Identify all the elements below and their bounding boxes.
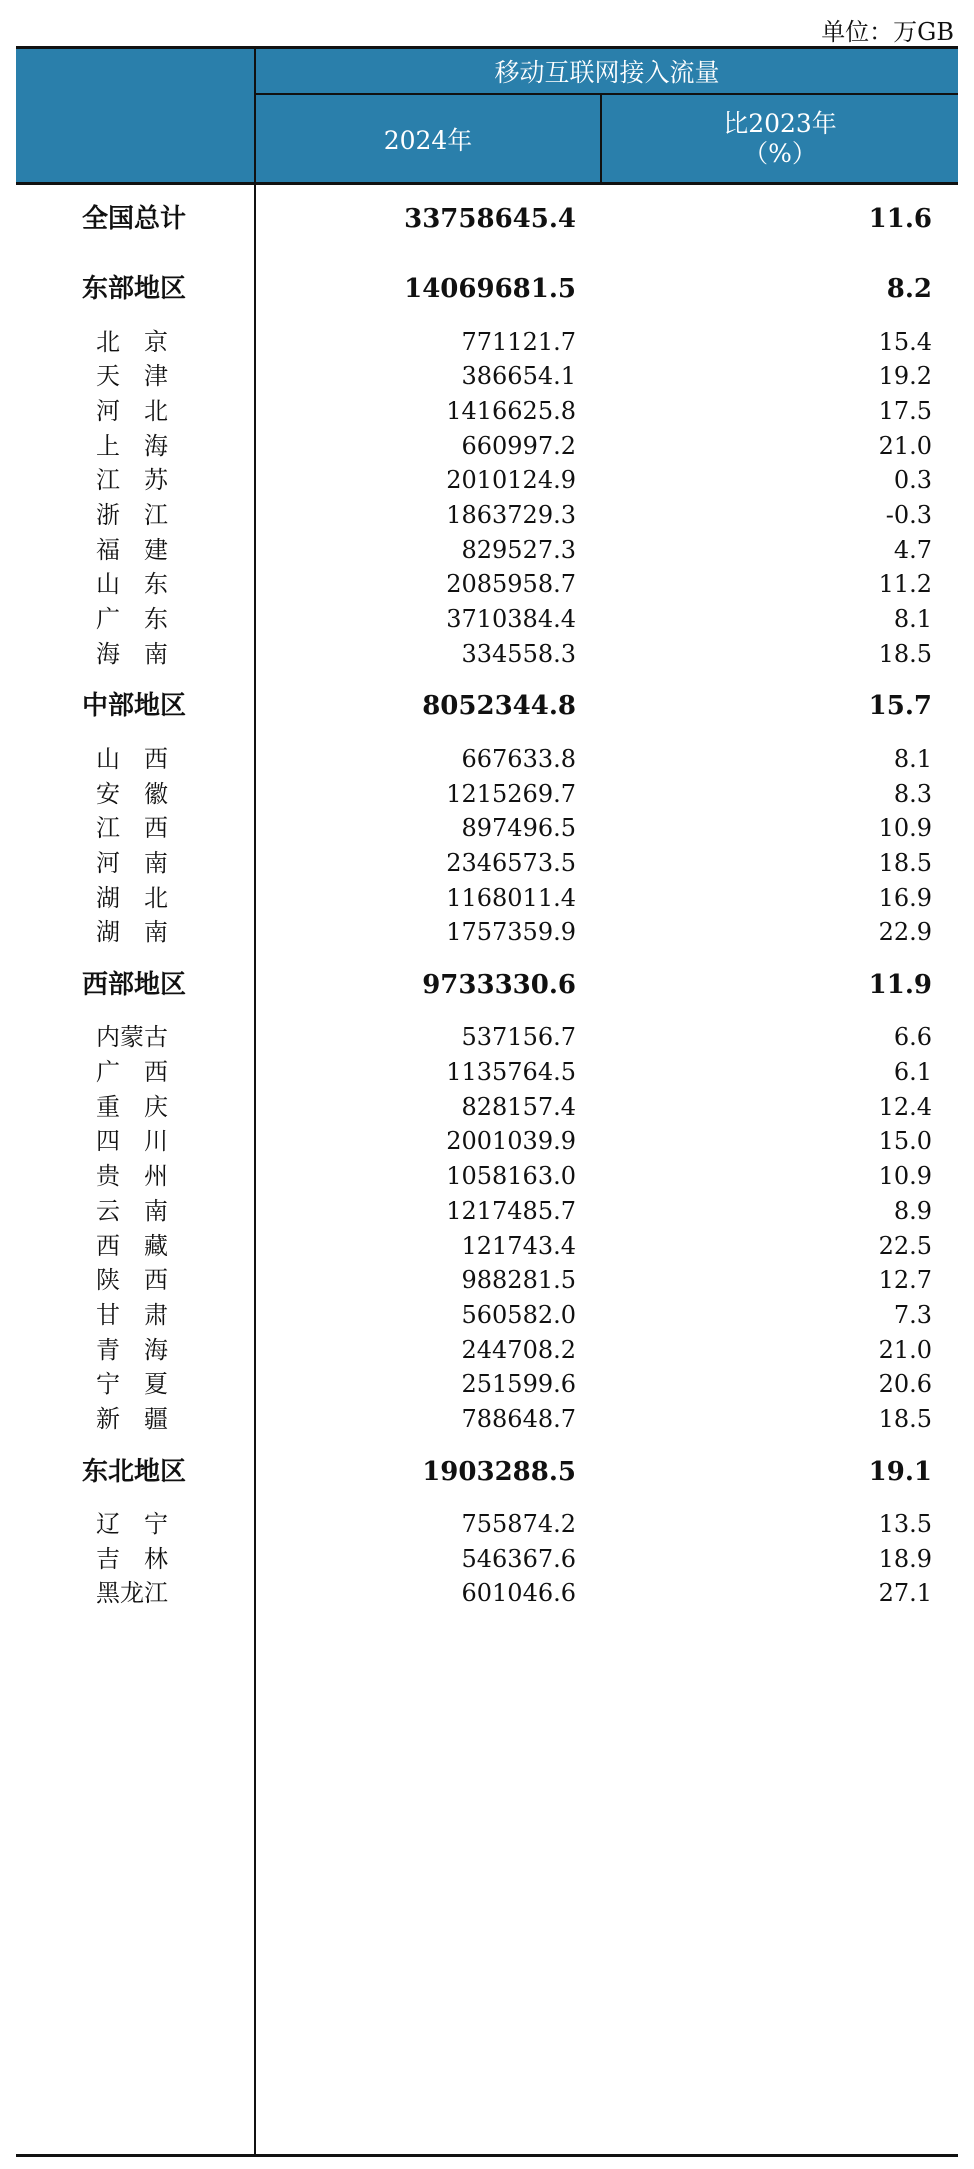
row-value-2024: 988281.5 <box>461 1266 576 1295</box>
row-change-pct: 7.3 <box>893 1300 932 1329</box>
row-value-2024: 386654.1 <box>461 362 576 391</box>
row-name: 陕 西 <box>96 1266 168 1295</box>
row-name: 安 徽 <box>96 779 168 808</box>
row-name: 西 藏 <box>96 1231 168 1260</box>
row-change-pct: 19.2 <box>878 362 932 391</box>
row-value-2024: 1416625.8 <box>446 396 576 425</box>
row-change-pct: 18.5 <box>878 1405 932 1433</box>
row-change-pct: 17.5 <box>878 396 932 425</box>
region-row <box>16 965 958 1005</box>
row-name: 湖 北 <box>96 883 168 912</box>
province-row <box>16 1399 958 1439</box>
row-value-2024: 14069681.5 <box>404 274 576 304</box>
row-value-2024: 1168011.4 <box>446 883 576 912</box>
row-name: 上 海 <box>96 431 168 460</box>
row-change-pct: 13.5 <box>878 1510 932 1538</box>
row-name: 浙 江 <box>96 501 168 529</box>
row-name: 吉 林 <box>96 1544 168 1573</box>
row-name: 重 庆 <box>96 1092 168 1121</box>
row-change-pct: 20.6 <box>878 1370 932 1399</box>
region-row <box>16 686 958 726</box>
row-change-pct: 16.9 <box>878 883 932 912</box>
row-value-2024: 1863729.3 <box>446 501 576 529</box>
row-change-pct: 4.7 <box>893 535 932 564</box>
row-value-2024: 667633.8 <box>461 744 576 773</box>
row-value-2024: 3710384.4 <box>446 605 576 634</box>
unit-label: 单位：万GB <box>821 18 954 46</box>
row-value-2024: 8052344.8 <box>422 691 576 722</box>
row-value-2024: 755874.2 <box>461 1510 576 1538</box>
row-value-2024: 788648.7 <box>461 1405 576 1433</box>
row-name: 甘 肃 <box>96 1300 168 1329</box>
row-value-2024: 2001039.9 <box>446 1127 576 1156</box>
header-col-change-line2: （%） <box>743 138 817 168</box>
row-name: 黑龙江 <box>96 1579 168 1608</box>
row-name: 江 西 <box>96 814 168 843</box>
row-name: 贵 州 <box>96 1162 168 1191</box>
row-value-2024: 1058163.0 <box>446 1162 576 1191</box>
row-change-pct: 8.3 <box>893 779 932 808</box>
row-value-2024: 537156.7 <box>461 1023 576 1052</box>
row-value-2024: 601046.6 <box>461 1579 576 1608</box>
row-name: 全国总计 <box>82 204 187 234</box>
row-change-pct: 15.0 <box>878 1127 932 1156</box>
row-name: 湖 南 <box>96 918 168 947</box>
row-name: 辽 宁 <box>96 1510 168 1538</box>
row-value-2024: 829527.3 <box>461 535 576 564</box>
row-name: 云 南 <box>96 1196 168 1225</box>
table-bottom-rule <box>16 2154 958 2157</box>
row-name: 广 东 <box>96 605 168 634</box>
row-change-pct: 11.9 <box>868 969 932 1000</box>
row-value-2024: 1757359.9 <box>446 918 576 947</box>
row-change-pct: 15.4 <box>878 327 932 356</box>
row-value-2024: 897496.5 <box>461 814 576 843</box>
region-row <box>16 1452 958 1492</box>
data-table <box>16 46 958 2157</box>
row-value-2024: 9733330.6 <box>422 969 576 1000</box>
province-row <box>16 634 958 674</box>
row-change-pct: 6.1 <box>893 1058 932 1086</box>
row-change-pct: 18.5 <box>878 848 932 877</box>
row-name: 河 北 <box>96 396 168 425</box>
row-name: 天 津 <box>96 362 168 391</box>
header-col-change-line1: 比2023年 <box>723 108 837 138</box>
row-name: 中部地区 <box>82 691 187 722</box>
row-change-pct: 12.7 <box>878 1266 932 1295</box>
row-value-2024: 546367.6 <box>461 1544 576 1573</box>
row-change-pct: 19.1 <box>868 1456 932 1487</box>
row-name: 河 南 <box>96 848 168 877</box>
row-change-pct: 22.5 <box>878 1231 932 1260</box>
province-row <box>16 912 958 952</box>
row-value-2024: 660997.2 <box>461 431 576 460</box>
row-change-pct: 8.1 <box>893 605 932 634</box>
row-change-pct: 6.6 <box>893 1023 932 1052</box>
row-name: 山 东 <box>96 570 168 599</box>
row-change-pct: 10.9 <box>878 814 932 843</box>
row-value-2024: 334558.3 <box>461 639 576 668</box>
row-value-2024: 1215269.7 <box>446 779 576 808</box>
row-value-2024: 1903288.5 <box>422 1456 576 1487</box>
row-change-pct: 15.7 <box>868 691 932 722</box>
row-change-pct: 8.9 <box>893 1196 932 1225</box>
row-value-2024: 1217485.7 <box>446 1196 576 1225</box>
province-row <box>16 1573 958 1613</box>
row-value-2024: 771121.7 <box>461 327 576 356</box>
row-value-2024: 251599.6 <box>461 1370 576 1399</box>
row-name: 东部地区 <box>82 274 187 304</box>
total-row <box>16 199 958 239</box>
row-name: 东北地区 <box>82 1456 187 1487</box>
row-name: 内蒙古 <box>96 1023 168 1052</box>
header-group-title: 移动互联网接入流量 <box>256 49 958 95</box>
row-value-2024: 121743.4 <box>461 1231 576 1260</box>
row-change-pct: 21.0 <box>878 1335 932 1364</box>
row-value-2024: 2010124.9 <box>446 466 576 495</box>
row-name: 四 川 <box>96 1127 168 1156</box>
row-name: 青 海 <box>96 1335 168 1364</box>
row-name: 广 西 <box>96 1058 168 1086</box>
row-name: 江 苏 <box>96 466 168 495</box>
row-name: 宁 夏 <box>96 1370 168 1399</box>
row-value-2024: 244708.2 <box>461 1335 576 1364</box>
row-change-pct: 21.0 <box>878 431 932 460</box>
row-change-pct: 10.9 <box>878 1162 932 1191</box>
region-row <box>16 269 958 309</box>
row-value-2024: 1135764.5 <box>446 1058 576 1086</box>
row-change-pct: 8.2 <box>886 274 932 304</box>
row-change-pct: 18.9 <box>878 1544 932 1573</box>
row-name: 福 建 <box>96 535 168 564</box>
row-name: 新 疆 <box>96 1405 168 1433</box>
row-value-2024: 2085958.7 <box>446 570 576 599</box>
row-name: 海 南 <box>96 639 168 668</box>
row-name: 山 西 <box>96 744 168 773</box>
row-change-pct: 11.2 <box>878 570 932 599</box>
row-name: 北 京 <box>96 327 168 356</box>
row-change-pct: 27.1 <box>878 1579 932 1608</box>
row-value-2024: 33758645.4 <box>404 204 576 234</box>
row-name: 西部地区 <box>82 969 187 1000</box>
row-change-pct: 18.5 <box>878 639 932 668</box>
row-change-pct: 0.3 <box>893 466 932 495</box>
row-value-2024: 828157.4 <box>461 1092 576 1121</box>
row-change-pct: 12.4 <box>878 1092 932 1121</box>
table-header <box>16 46 958 185</box>
row-value-2024: 2346573.5 <box>446 848 576 877</box>
header-col-value: 2024年 <box>256 95 602 182</box>
header-col-change <box>602 95 958 182</box>
row-change-pct: 11.6 <box>868 204 932 234</box>
row-change-pct: -0.3 <box>885 501 932 529</box>
row-change-pct: 8.1 <box>893 744 932 773</box>
row-value-2024: 560582.0 <box>461 1300 576 1329</box>
row-change-pct: 22.9 <box>878 918 932 947</box>
